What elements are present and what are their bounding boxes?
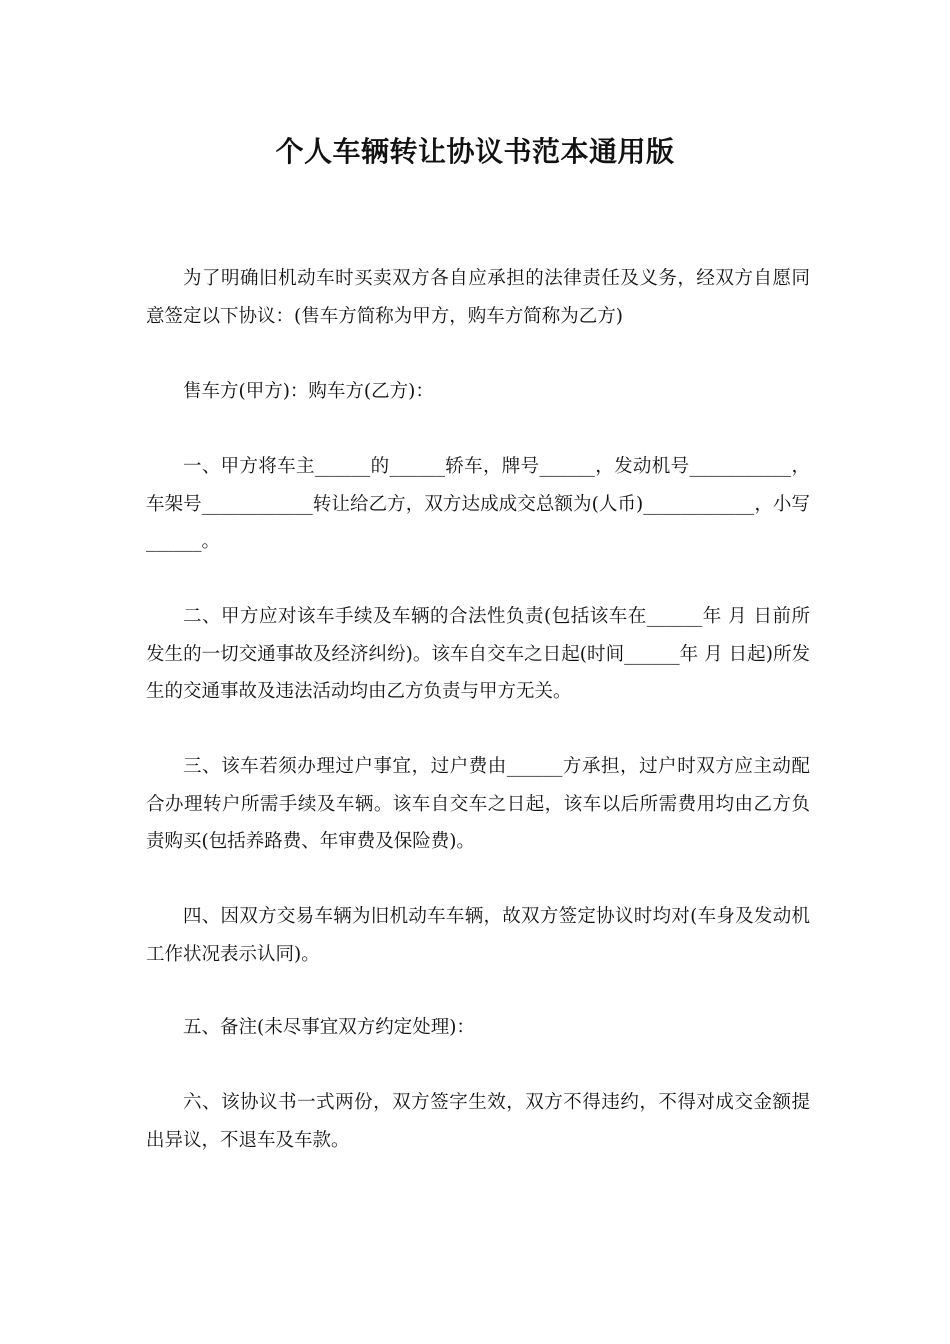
paragraph-clause-3: 三、该车若须办理过户事宜，过户费由______方承担，过户时双方应主动配合办理转户所需手续及车辆。该车自交车之日起，该车以后所需费用均由乙方负责购买(包括养路费、年审费及保险费)。	[146, 756, 810, 852]
document-title: 个人车辆转让协议书范本通用版	[275, 135, 675, 168]
paragraph-clause-4: 四、因双方交易车辆为旧机动车车辆，故双方签定协议时均对(车身及发动机工作状况表示认同)。	[146, 906, 810, 965]
paragraph-clause-1: 一、甲方将车主______的______轿车，牌号______，发动机号___________，车架号____________转让给乙方，双方达成成交总额为(人币)____________，小写______。	[146, 456, 810, 552]
paragraph-clause-2: 二、甲方应对该车手续及车辆的合法性负责(包括该车在______年 月 日前所发生的一切交通事故及经济纠纷)。该车自交车之日起(时间______年 月 日起)所发生的交通事故及违法活动均由乙方负责与甲方无关。	[146, 606, 810, 702]
paragraph-clause-6: 六、该协议书一式两份，双方签字生效，双方不得违约，不得对成交金额提出异议，不退车及车款。	[146, 1092, 810, 1151]
paragraph-parties: 售车方(甲方)：购车方(乙方)：	[183, 381, 434, 402]
paragraph-preamble: 为了明确旧机动车时买卖双方各自应承担的法律责任及义务，经双方自愿同意签定以下协议：(售车方简称为甲方，购车方简称为乙方)	[146, 268, 810, 327]
paragraph-clause-5: 五、备注(未尽事宜双方约定处理)：	[183, 1017, 475, 1038]
